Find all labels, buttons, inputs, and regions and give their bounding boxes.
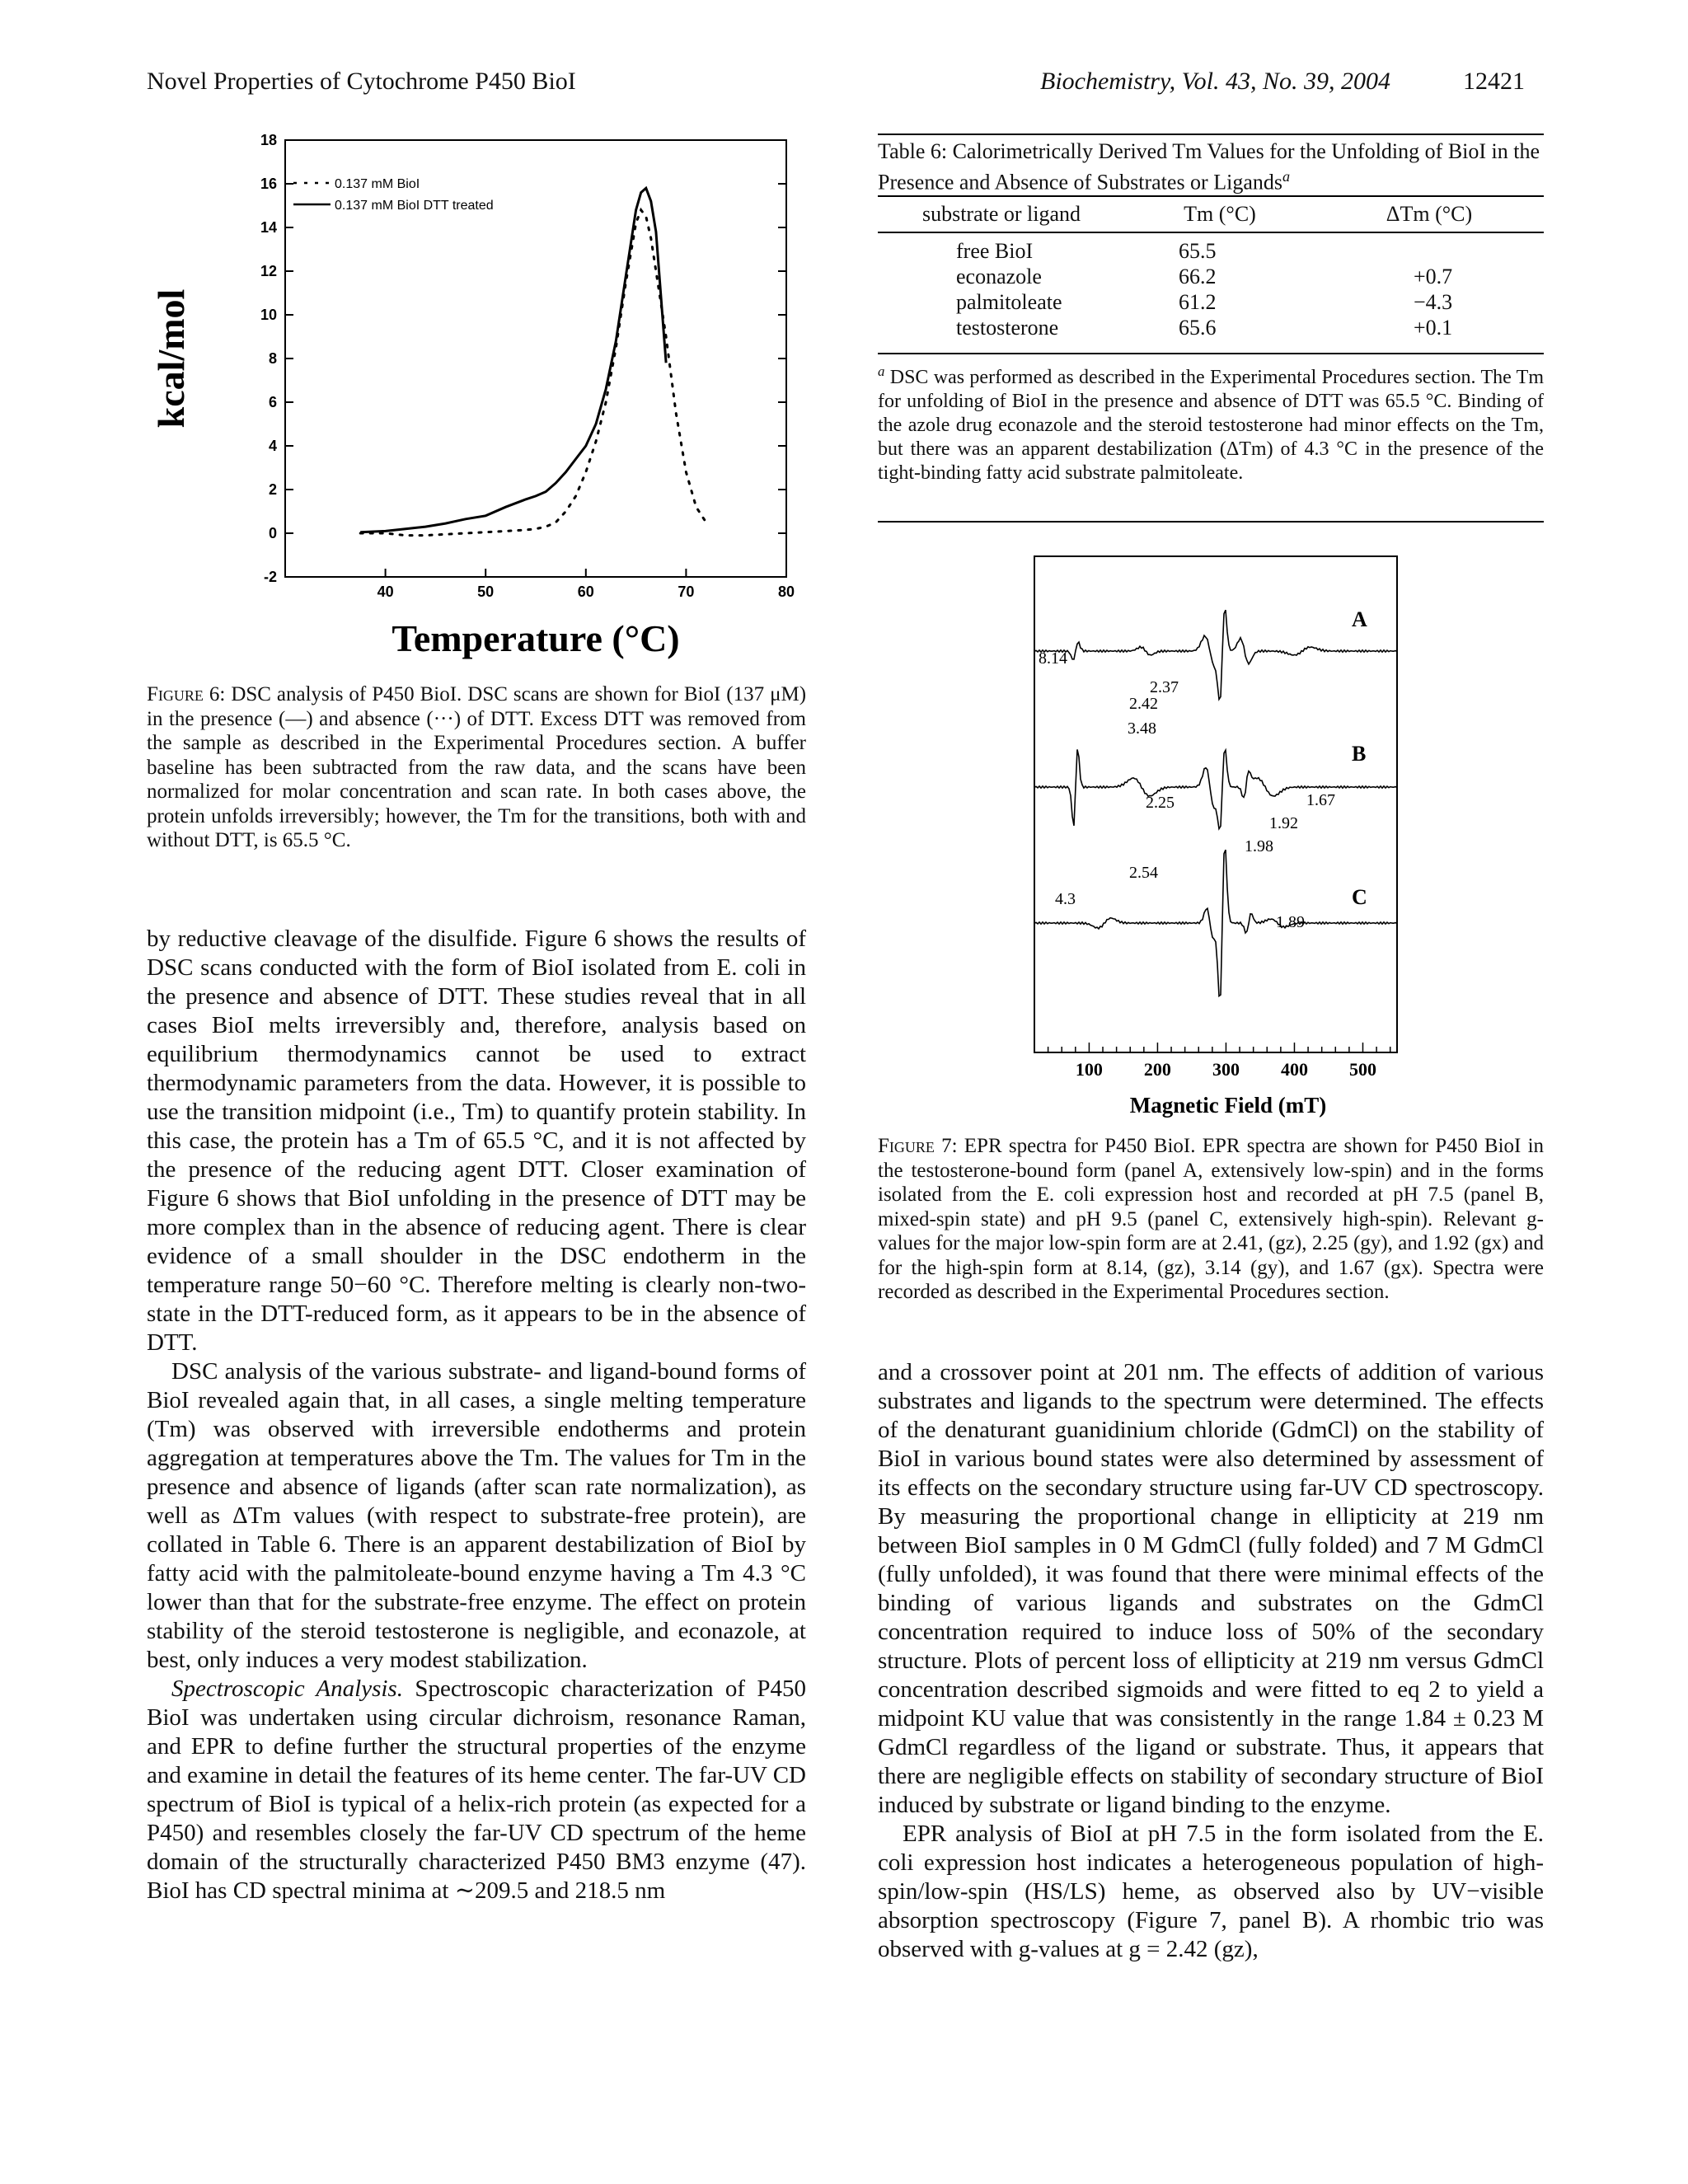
series-line-dtt (360, 188, 666, 532)
journal-citation: Biochemistry, Vol. 43, No. 39, 2004 (1040, 68, 1390, 95)
x-tick-label: 40 (377, 583, 394, 600)
figure-7-chart (1022, 548, 1409, 1125)
x-tick-label: 80 (777, 583, 795, 600)
spectrum-c (1034, 850, 1397, 996)
x-tick-label: 200 (1143, 1059, 1171, 1080)
y-tick-label: 2 (268, 481, 277, 498)
series-line-no-dtt (360, 210, 706, 536)
legend-label-dotted: 0.137 mM BioI (335, 177, 420, 191)
x-tick-label: 100 (1075, 1059, 1103, 1080)
g-value-label: 2.25 (1146, 794, 1175, 812)
x-tick-label: 400 (1280, 1059, 1308, 1080)
table-6 (878, 201, 1544, 340)
y-tick-label: 12 (260, 263, 277, 279)
table-row: palmitoleate 61.2 −4.3 (956, 289, 1453, 314)
page-number: 12421 (1463, 68, 1525, 95)
g-value-label: 3.48 (1128, 719, 1156, 738)
x-tick-label: 60 (577, 583, 594, 600)
x-tick-label: 70 (678, 583, 695, 600)
table-6-title: Table 6: Calorimetrically Derived Tm Values for the Unfolding of BioI in the Presence and Absence of Substrates or Ligands$^a$ (878, 139, 1540, 194)
x-axis-label: Magnetic Field (mT) (1129, 1093, 1327, 1118)
panel-label-b: B (1352, 742, 1367, 766)
figure-7-label: Figure 7: (878, 1135, 958, 1157)
y-tick-label: 6 (268, 394, 277, 410)
x-tick-label: 50 (477, 583, 495, 600)
y-axis-label: kcal/mol (150, 288, 192, 429)
table-row: free BioI 65.5 (956, 238, 1217, 263)
g-value-label: 2.54 (1129, 864, 1158, 882)
paragraph: DSC analysis of the various substrate- and ligand-bound forms of BioI revealed again that, in all cases, a single melting temperature (Tm) was observed with irreversible endotherms and protein aggregation at temperatures above the Tm. The values for Tm in the presence and absence of ligands (after scan rate normalization), as well as ΔTm values (with respect to substrate-free protein), are collated in Table 6. There is an apparent destabilization of BioI by fatty acid with the palmitoleate-bound enzyme having a Tm 4.3 °C lower than that for the substrate-free enzyme. The effect on protein stability of the steroid testosterone is negligible, and econazole, at best, only induces a very modest stabilization. (147, 1358, 806, 1673)
column-header: ΔTm (°C) (1386, 201, 1473, 226)
table-row: econazole 66.2 +0.7 (956, 264, 1453, 288)
y-tick-label: 0 (268, 525, 277, 541)
g-value-label: 8.14 (1039, 649, 1067, 668)
spectrum-b (1034, 749, 1397, 828)
y-tick-label: 10 (260, 307, 277, 323)
figure-6-chart (147, 124, 806, 668)
table-header-row (878, 201, 1544, 227)
g-value-label: 1.67 (1306, 791, 1335, 809)
table-row: testosterone 65.6 +0.1 (956, 315, 1453, 340)
x-tick-label: 500 (1348, 1059, 1376, 1080)
paragraph (147, 1675, 806, 1905)
g-value-label: 4.3 (1055, 890, 1076, 908)
right-column (878, 1358, 1544, 1964)
g-value-label: 1.89 (1276, 913, 1305, 931)
table-6-title-text: Table 6: Calorimetrically Derived Tm Values for the Unfolding of BioI in the Presence and Absence of Substrates or Ligands (878, 139, 1540, 194)
plot-frame (1034, 556, 1397, 1052)
legend-label-solid: 0.137 mM BioI DTT treated (335, 199, 494, 213)
figure-6-caption-text: DSC analysis of P450 BioI. DSC scans are shown for BioI (137 μM) in the presence (—) and absence (···) of DTT. Excess DTT was removed from the sample as described in the Experimental Procedures section. A buffer baseline has been subtracted from the raw data, and the scans have been normalized for molar concentration and scan rate. In both cases above, the protein unfolds irreversibly; however, the Tm for the transitions, both with and without DTT, is 65.5 °C. (147, 683, 807, 851)
g-value-label: 2.37 (1150, 678, 1179, 696)
column-header: Tm (°C) (1184, 201, 1256, 226)
figure-7-caption (878, 1134, 1544, 1305)
panel-label-c: C (1352, 885, 1367, 909)
figure-6-label: Figure 6: (147, 683, 226, 705)
y-tick-label: 14 (260, 219, 277, 236)
g-value-label: 1.98 (1245, 837, 1273, 855)
figure-6-caption (147, 682, 806, 853)
y-tick-label: -2 (263, 569, 277, 585)
footnote-text: DSC was performed as described in the Experimental Procedures section. The Tm for unfolding of BioI in the presence and absence of DTT was 65.5 °C. Binding of the azole drug econazole and the steroid testosterone had minor effects on the Tm, but there was an apparent destabilization (ΔTm) of 4.3 °C in the presence of the tight-binding fatty acid substrate palmitoleate. (878, 367, 1545, 484)
figure-7-caption-text: EPR spectra for P450 BioI. EPR spectra are shown for P450 BioI in the testosterone-bound form (panel A, extensively low-spin) and in the forms isolated from the E. coli expression host and recorded at pH 7.5 (panel B, mixed-spin state) and pH 9.5 (panel C, extensively high-spin). Relevant g-values for the major low-spin form are at 2.41, (gz), 2.25 (gy), and 1.92 (gx) and for the high-spin form at 8.14, (gz), 3.14 (gy), and 1.67 (gx). Spectra were recorded as described in the Experimental Procedures section. (878, 1135, 1545, 1303)
legend (293, 177, 494, 213)
paragraph-text: Spectroscopic characterization of P450 BioI was undertaken using circular dichroism, resonance Raman, and EPR to define further the structural properties of the enzyme and examine in detail the features of its heme center. The far-UV CD spectrum of BioI is typical of a helix-rich protein (as expected for a P450) and resembles closely the far-UV CD spectrum of the heme domain of the structurally characterized P450 BM3 enzyme (47). BioI has CD spectral minima at ∼209.5 and 218.5 nm (147, 1675, 806, 1904)
x-axis-label: Temperature (°C) (392, 617, 680, 659)
y-tick-label: 4 (268, 438, 277, 454)
g-value-label: 2.42 (1129, 695, 1158, 713)
y-tick-label: 18 (260, 132, 277, 148)
y-tick-label: 16 (260, 176, 277, 192)
x-tick-label: 300 (1212, 1059, 1240, 1080)
paragraph: and a crossover point at 201 nm. The effects of addition of various substrates and ligands to the spectrum were determined. The effects of the denaturant guanidinium chloride (GdmCl) on the stability of BioI in various bound states were also determined by assessment of its effects on the secondary structure using far-UV CD spectroscopy. By measuring the proportional change in ellipticity at 219 nm between BioI samples in 0 M GdmCl (fully folded) and 7 M GdmCl (fully unfolded), it was found that there were minimal effects of the binding of various ligands and substrates on the GdmCl concentration required to induce loss of 50% of the secondary structure. Plots of percent loss of ellipticity at 219 nm versus GdmCl concentration described sigmoids and were fitted to eq 2 to yield a midpoint KU value that was consistently in the range 1.84 ± 0.23 M GdmCl regardless of the ligand or substrate. Thus, it appears that there are negligible effects on stability of secondary structure of BioI induced by substrate or ligand binding to the enzyme. (878, 1359, 1544, 1818)
spectrum-a (1034, 610, 1397, 699)
paragraph: by reductive cleavage of the disulfide. Figure 6 shows the results of DSC scans conducted with the form of BioI isolated from E. coli in the presence and absence of DTT. These studies reveal that in all cases BioI melts irreversibly and, therefore, analysis based on equilibrium thermodynamics cannot be used to extract thermodynamic parameters from the data. However, it is possible to use the transition midpoint (i.e., Tm) to quantify protein stability. In this case, the protein has a Tm of 65.5 °C, and it is not affected by the presence of the reducing agent DTT. Closer examination of Figure 6 shows that BioI unfolding in the presence of DTT may be more complex than in the absence of reducing agent. There is clear evidence of a small shoulder in the DSC endotherm in the temperature range 50−60 °C. Therefore melting is clearly non-two-state in the DTT-reduced form, as it appears to be in the absence of DTT. (147, 926, 806, 1356)
table-6-footnote: $^a$ DSC was performed as described in the Experimental Procedures section. The Tm for unfolding of BioI in the presence and absence of DTT was 65.5 °C. Binding of the azole drug econazole and the steroid testosterone had minor effects on the Tm, but there was an apparent destabilization (ΔTm) of 4.3 °C in the presence of the tight-binding fatty acid substrate palmitoleate. (878, 363, 1545, 484)
y-tick-label: 8 (268, 350, 277, 367)
g-value-label: 1.92 (1269, 814, 1298, 832)
panel-label-a: A (1352, 607, 1367, 631)
paragraph: EPR analysis of BioI at pH 7.5 in the form isolated from the E. coli expression host indicates a heterogeneous population of high-spin/low-spin (HS/LS) heme, as observed also by UV−visible absorption spectroscopy (Figure 7, panel B). A rhombic trio was observed with g-values at g = 2.42 (gz), (878, 1821, 1544, 1962)
column-header: substrate or ligand (921, 201, 1081, 226)
running-title: Novel Properties of Cytochrome P450 BioI (147, 68, 576, 95)
section-heading: Spectroscopic Analysis. (171, 1675, 403, 1702)
left-column (147, 925, 806, 1905)
